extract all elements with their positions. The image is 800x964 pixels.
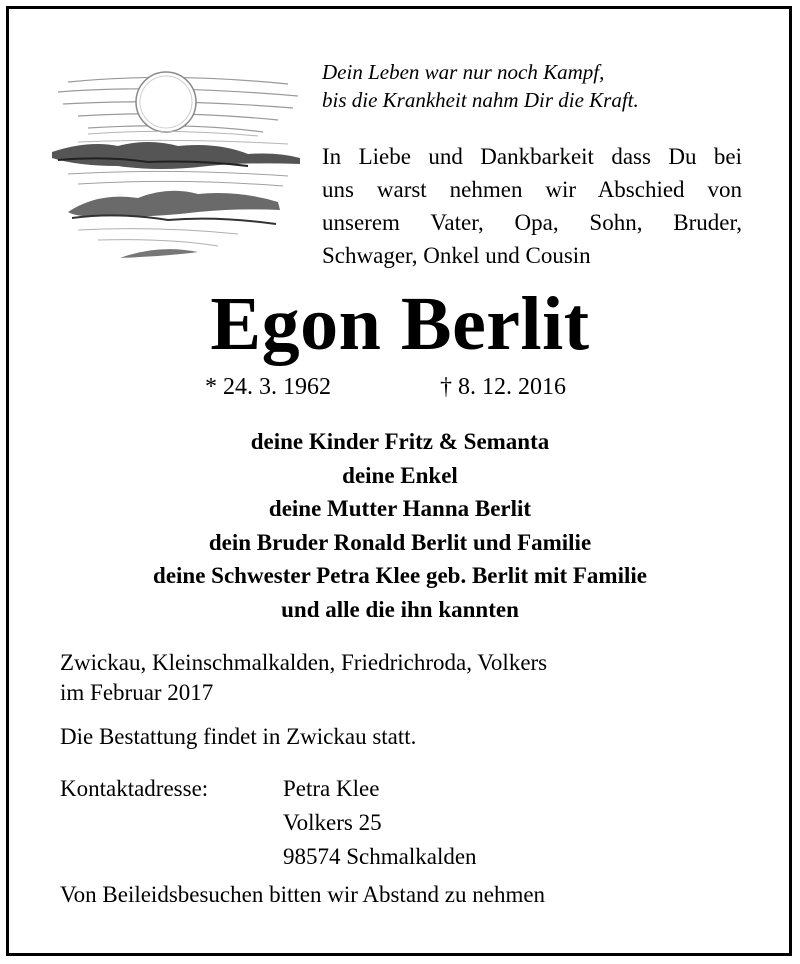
closing-note: Von Beileidsbesuchen bitten wir Abstand zu nehmen <box>60 882 546 907</box>
places-and-date <box>60 648 547 708</box>
contact-city: 98574 Schmalkalden <box>283 844 477 869</box>
month-line: im Februar 2017 <box>60 680 214 705</box>
contact-name: Petra Klee <box>283 776 380 801</box>
funeral-note: Die Bestattung findet in Zwickau statt. <box>60 724 417 749</box>
mourner-line: deine Kinder Fritz & Semanta <box>250 429 550 454</box>
mourner-line: dein Bruder Ronald Berlit und Familie <box>208 529 592 555</box>
farewell-intro <box>322 140 742 272</box>
intro-line: Schwager, Onkel und Cousin <box>322 243 591 268</box>
birth-date: * 24. 3. 1962 <box>205 374 331 400</box>
mourner-line: deine Schwester Petra Klee geb. Berlit mit Familie <box>153 563 647 588</box>
mourners-list <box>0 425 800 626</box>
contact-label: Kontaktadresse: <box>60 776 209 801</box>
intro-line: In Liebe und Dankbarkeit dass Du bei <box>322 144 742 169</box>
memorial-quote <box>322 58 639 114</box>
intro-line: uns warst nehmen wir Abschied von <box>322 177 742 202</box>
contact-street: Volkers 25 <box>283 810 382 835</box>
mourner-line: und alle die ihn kannten <box>281 596 519 622</box>
places-line: Zwickau, Kleinschmalkalden, Friedrichroda, Volkers <box>60 650 548 675</box>
intro-line: unserem Vater, Opa, Sohn, Bruder, <box>322 210 742 235</box>
death-date: † 8. 12. 2016 <box>440 374 566 400</box>
quote-line: bis die Krankheit nahm Dir die Kraft. <box>322 88 639 112</box>
contact-address <box>283 772 477 874</box>
mourner-line: deine Enkel <box>342 462 458 488</box>
mourner-line: deine Mutter Hanna Berlit <box>268 496 532 521</box>
quote-line: Dein Leben war nur noch Kampf, <box>322 60 605 84</box>
deceased-name: Egon Berlit <box>210 282 590 366</box>
sun-over-sea-drawing-icon <box>48 62 308 272</box>
